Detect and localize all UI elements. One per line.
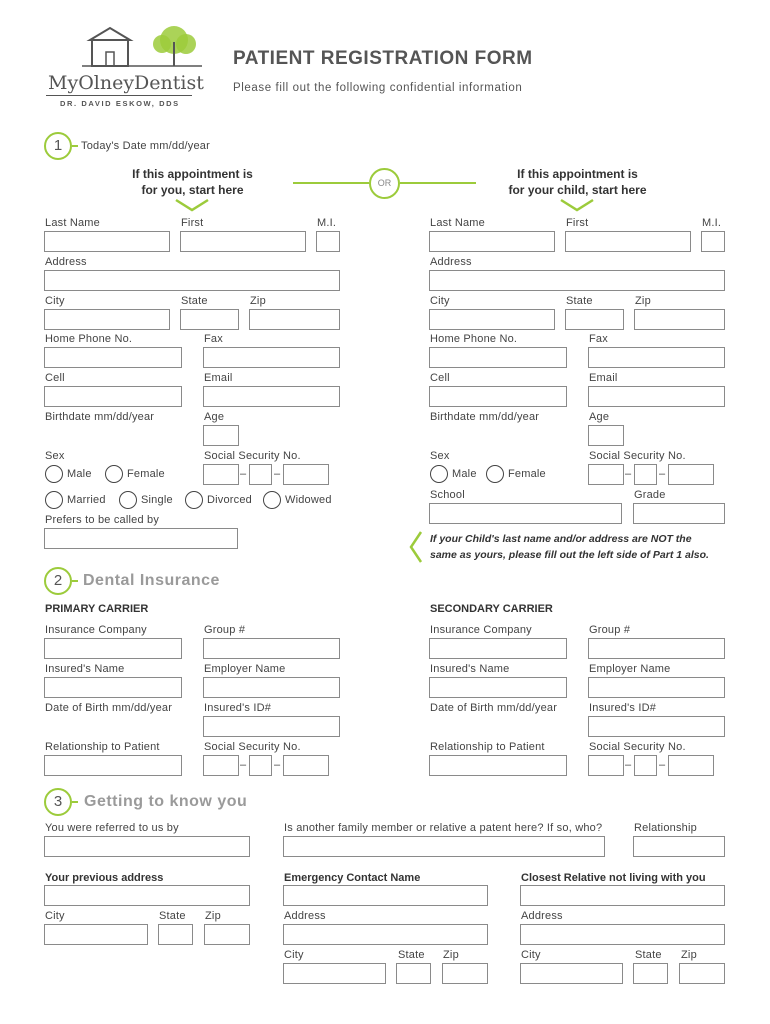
step-3-badge: 3 xyxy=(44,788,72,816)
closest-city-label: City xyxy=(521,949,541,961)
or-line-left xyxy=(293,182,369,184)
cell-field[interactable] xyxy=(44,386,182,407)
referred-label: You were referred to us by xyxy=(45,822,179,834)
left-chevron-down-icon xyxy=(174,198,210,212)
step-2-line xyxy=(72,580,78,582)
previous-address-field[interactable] xyxy=(44,885,250,906)
child-state-label: State xyxy=(566,295,593,307)
grade-label: Grade xyxy=(634,489,666,501)
child-birthdate-label: Birthdate mm/dd/year xyxy=(430,411,540,423)
male-radio[interactable] xyxy=(45,465,63,483)
insured-ssn-separator: – xyxy=(240,759,247,771)
right-heading-line-1: If this appointment is xyxy=(517,167,638,181)
child-city-field[interactable] xyxy=(429,309,555,330)
secondary-ssn-separator: – xyxy=(659,759,666,771)
child-ssn-separator: – xyxy=(625,468,632,480)
child-ssn-part-1-field[interactable] xyxy=(588,464,624,485)
chevron-left-icon xyxy=(408,530,424,564)
first-name-field[interactable] xyxy=(180,231,306,252)
emergency-address-field[interactable] xyxy=(283,924,488,945)
mi-field[interactable] xyxy=(316,231,340,252)
address-label: Address xyxy=(45,256,87,268)
closest-address-label: Address xyxy=(521,910,563,922)
child-ssn-separator: – xyxy=(659,468,666,480)
child-male-label: Male xyxy=(452,468,477,480)
closest-relative-label: Closest Relative not living with you xyxy=(521,872,706,884)
employer-label: Employer Name xyxy=(204,663,286,675)
insurance-company-field[interactable] xyxy=(44,638,182,659)
previous-zip-field[interactable] xyxy=(204,924,250,945)
ssn-part-3-field[interactable] xyxy=(283,464,329,485)
insured-name-field[interactable] xyxy=(44,677,182,698)
single-radio[interactable] xyxy=(119,491,137,509)
insured-ssn-separator: – xyxy=(274,759,281,771)
right-heading-line-2: for your child, start here xyxy=(508,183,647,197)
secondary-carrier-heading: SECONDARY CARRIER xyxy=(430,603,553,615)
step-3-line xyxy=(72,801,78,803)
insured-ssn-part-3-field[interactable] xyxy=(283,755,329,776)
child-ssn-label: Social Security No. xyxy=(589,450,686,462)
emergency-contact-label: Emergency Contact Name xyxy=(284,872,421,884)
widowed-radio[interactable] xyxy=(263,491,281,509)
referred-field[interactable] xyxy=(44,836,250,857)
child-sex-label: Sex xyxy=(430,450,450,462)
child-female-radio[interactable] xyxy=(486,465,504,483)
zip-field[interactable] xyxy=(249,309,340,330)
child-city-label: City xyxy=(430,295,450,307)
child-address-field[interactable] xyxy=(429,270,725,291)
left-start-heading xyxy=(110,166,275,198)
child-last-name-field[interactable] xyxy=(429,231,555,252)
primary-carrier-heading: PRIMARY CARRIER xyxy=(45,603,149,615)
female-label: Female xyxy=(127,468,165,480)
divorced-label: Divorced xyxy=(207,494,253,506)
secondary-ssn-part-1-field[interactable] xyxy=(588,755,624,776)
last-name-field[interactable] xyxy=(44,231,170,252)
city-field[interactable] xyxy=(44,309,170,330)
ssn-part-1-field[interactable] xyxy=(203,464,239,485)
state-label: State xyxy=(181,295,208,307)
child-home-phone-label: Home Phone No. xyxy=(430,333,518,345)
single-label: Single xyxy=(141,494,173,506)
step-1-badge: 1 xyxy=(44,132,72,160)
family-member-label: Is another family member or relative a patent here? If so, who? xyxy=(284,822,603,834)
relationship-field[interactable] xyxy=(44,755,182,776)
left-heading-line-2: for you, start here xyxy=(141,183,244,197)
secondary-relationship-label: Relationship to Patient xyxy=(430,741,545,753)
school-label: School xyxy=(430,489,465,501)
family-relationship-field[interactable] xyxy=(633,836,725,857)
closest-zip-label: Zip xyxy=(681,949,697,961)
emergency-contact-field[interactable] xyxy=(283,885,488,906)
insured-id-label: Insured's ID# xyxy=(204,702,272,714)
first-name-label: First xyxy=(181,217,204,229)
fax-label: Fax xyxy=(204,333,223,345)
house-tree-logo-icon xyxy=(82,22,202,70)
home-phone-field[interactable] xyxy=(44,347,182,368)
emergency-city-field[interactable] xyxy=(283,963,386,984)
child-male-radio[interactable] xyxy=(430,465,448,483)
ssn-separator: – xyxy=(240,468,247,480)
married-label: Married xyxy=(67,494,106,506)
ssn-label: Social Security No. xyxy=(204,450,301,462)
prefers-field[interactable] xyxy=(44,528,238,549)
child-home-phone-field[interactable] xyxy=(429,347,567,368)
step-2-badge: 2 xyxy=(44,567,72,595)
closest-state-field[interactable] xyxy=(633,963,668,984)
secondary-group-field[interactable] xyxy=(588,638,725,659)
home-phone-label: Home Phone No. xyxy=(45,333,133,345)
page-title: PATIENT REGISTRATION FORM xyxy=(233,48,533,69)
insured-ssn-part-2-field[interactable] xyxy=(249,755,272,776)
secondary-insured-id-field[interactable] xyxy=(588,716,725,737)
secondary-ssn-part-3-field[interactable] xyxy=(668,755,714,776)
age-field[interactable] xyxy=(203,425,239,446)
child-ssn-part-3-field[interactable] xyxy=(668,464,714,485)
previous-state-label: State xyxy=(159,910,186,922)
emergency-zip-field[interactable] xyxy=(442,963,488,984)
secondary-relationship-field[interactable] xyxy=(429,755,567,776)
child-first-name-field[interactable] xyxy=(565,231,691,252)
step-1-line xyxy=(72,145,78,147)
child-email-field[interactable] xyxy=(588,386,725,407)
sex-label: Sex xyxy=(45,450,65,462)
family-member-field[interactable] xyxy=(283,836,605,857)
relationship-label: Relationship to Patient xyxy=(45,741,160,753)
married-radio[interactable] xyxy=(45,491,63,509)
secondary-dob-label: Date of Birth mm/dd/year xyxy=(430,702,558,714)
secondary-ssn-label: Social Security No. xyxy=(589,741,686,753)
closest-zip-field[interactable] xyxy=(679,963,725,984)
child-female-label: Female xyxy=(508,468,546,480)
child-ssn-part-2-field[interactable] xyxy=(634,464,657,485)
or-label: OR xyxy=(377,178,392,188)
emergency-city-label: City xyxy=(284,949,304,961)
ssn-part-2-field[interactable] xyxy=(249,464,272,485)
email-field[interactable] xyxy=(203,386,340,407)
emergency-zip-label: Zip xyxy=(443,949,459,961)
previous-state-field[interactable] xyxy=(158,924,193,945)
insurance-company-label: Insurance Company xyxy=(45,624,147,636)
brand-underline xyxy=(46,95,192,96)
emergency-state-label: State xyxy=(398,949,425,961)
child-note-line-1: If your Child's last name and/or address are NOT the xyxy=(430,533,692,545)
insured-ssn-label: Social Security No. xyxy=(204,741,301,753)
todays-date-label: Today's Date mm/dd/year xyxy=(81,140,210,152)
or-badge xyxy=(369,168,400,199)
child-address-label: Address xyxy=(430,256,472,268)
secondary-insurance-company-field[interactable] xyxy=(429,638,567,659)
city-label: City xyxy=(45,295,65,307)
doctor-name: DR. DAVID ESKOW, DDS xyxy=(60,99,180,108)
secondary-insured-name-field[interactable] xyxy=(429,677,567,698)
child-cell-label: Cell xyxy=(430,372,450,384)
closest-relative-field[interactable] xyxy=(520,885,725,906)
child-mi-field[interactable] xyxy=(701,231,725,252)
previous-city-field[interactable] xyxy=(44,924,148,945)
child-fax-label: Fax xyxy=(589,333,608,345)
getting-to-know-you-title: Getting to know you xyxy=(84,793,248,810)
widowed-label: Widowed xyxy=(285,494,332,506)
secondary-insured-id-label: Insured's ID# xyxy=(589,702,657,714)
group-label: Group # xyxy=(204,624,246,636)
left-heading-line-1: If this appointment is xyxy=(132,167,253,181)
brand-name: MyOlneyDentist xyxy=(48,72,204,94)
child-first-name-label: First xyxy=(566,217,589,229)
birthdate-label: Birthdate mm/dd/year xyxy=(45,411,155,423)
secondary-group-label: Group # xyxy=(589,624,631,636)
insured-dob-label: Date of Birth mm/dd/year xyxy=(45,702,173,714)
emergency-state-field[interactable] xyxy=(396,963,431,984)
employer-field[interactable] xyxy=(203,677,340,698)
right-start-heading xyxy=(490,166,665,198)
secondary-ssn-part-2-field[interactable] xyxy=(634,755,657,776)
female-radio[interactable] xyxy=(105,465,123,483)
school-field[interactable] xyxy=(429,503,622,524)
child-zip-field[interactable] xyxy=(634,309,725,330)
age-label: Age xyxy=(204,411,225,423)
dental-insurance-title: Dental Insurance xyxy=(83,572,220,589)
family-relationship-label: Relationship xyxy=(634,822,697,834)
logo xyxy=(44,22,204,112)
child-zip-label: Zip xyxy=(635,295,651,307)
right-chevron-down-icon xyxy=(559,198,595,212)
previous-address-label: Your previous address xyxy=(45,872,164,884)
child-age-label: Age xyxy=(589,411,610,423)
state-field[interactable] xyxy=(180,309,239,330)
child-mi-label: M.I. xyxy=(702,217,722,229)
mi-label: M.I. xyxy=(317,217,337,229)
secondary-ssn-separator: – xyxy=(625,759,632,771)
zip-label: Zip xyxy=(250,295,266,307)
secondary-employer-field[interactable] xyxy=(588,677,725,698)
insured-name-label: Insured's Name xyxy=(45,663,125,675)
secondary-insurance-company-label: Insurance Company xyxy=(430,624,532,636)
child-note-line-2: same as yours, please fill out the left side of Part 1 also. xyxy=(430,549,709,561)
grade-field[interactable] xyxy=(633,503,725,524)
child-state-field[interactable] xyxy=(565,309,624,330)
child-fax-field[interactable] xyxy=(588,347,725,368)
closest-address-field[interactable] xyxy=(520,924,725,945)
emergency-address-label: Address xyxy=(284,910,326,922)
previous-city-label: City xyxy=(45,910,65,922)
child-email-label: Email xyxy=(589,372,618,384)
closest-state-label: State xyxy=(635,949,662,961)
ssn-separator: – xyxy=(274,468,281,480)
secondary-insured-name-label: Insured's Name xyxy=(430,663,510,675)
insured-ssn-part-1-field[interactable] xyxy=(203,755,239,776)
secondary-employer-label: Employer Name xyxy=(589,663,671,675)
or-line-right xyxy=(400,182,476,184)
page-subtitle: Please fill out the following confidential information xyxy=(233,82,523,94)
group-field[interactable] xyxy=(203,638,340,659)
closest-city-field[interactable] xyxy=(520,963,623,984)
child-cell-field[interactable] xyxy=(429,386,567,407)
fax-field[interactable] xyxy=(203,347,340,368)
child-age-field[interactable] xyxy=(588,425,624,446)
address-field[interactable] xyxy=(44,270,340,291)
insured-id-field[interactable] xyxy=(203,716,340,737)
male-label: Male xyxy=(67,468,92,480)
email-label: Email xyxy=(204,372,233,384)
previous-zip-label: Zip xyxy=(205,910,221,922)
child-last-name-label: Last Name xyxy=(430,217,485,229)
cell-label: Cell xyxy=(45,372,65,384)
prefers-label: Prefers to be called by xyxy=(45,514,160,526)
divorced-radio[interactable] xyxy=(185,491,203,509)
last-name-label: Last Name xyxy=(45,217,100,229)
